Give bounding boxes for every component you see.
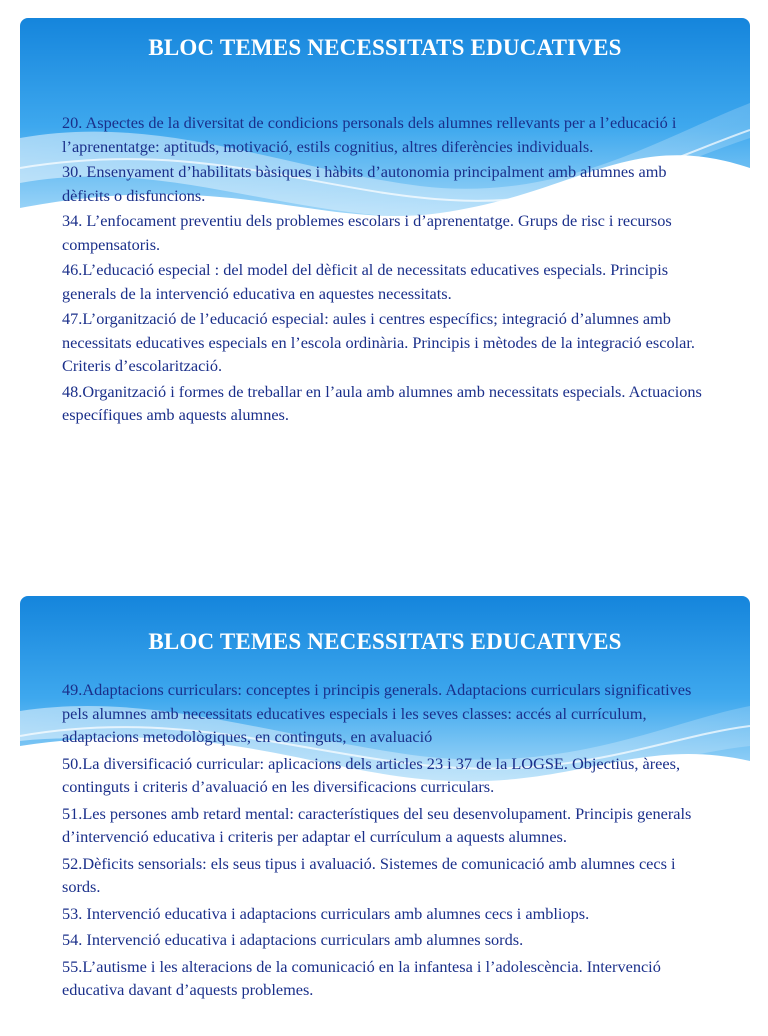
slide-title: BLOC TEMES NECESSITATS EDUCATIVES [148, 629, 622, 654]
topic-item: 50.La diversificació curricular: aplicacions dels articles 23 i 37 de la LOGSE. Objectius, àrees, continguts i criteris d’avaluació en les diversificacions curriculars. [62, 753, 681, 796]
topic-list [62, 678, 714, 1005]
topic-item: 34. L’enfocament preventiu dels problemes escolars i d’aprenentatge. Grups de risc i recursos compensatoris. [62, 211, 672, 254]
topic-item: 30. Ensenyament d’habilitats bàsiques i hàbits d’autonomia principalment amb alumnes amb dèficits o disfuncions. [62, 162, 667, 205]
topic-item: 51.Les persones amb retard mental: característiques del seu desenvolupament. Principis generals d’intervenció educativa i criteris per adaptar el currículum a aquests alumnes. [62, 803, 692, 846]
topic-list [62, 111, 714, 429]
slide-2 [20, 596, 750, 1036]
topic-item: 55.L’autisme i les alteracions de la comunicació en la infantesa i l’adolescència. Intervenció educativa davant d’aquests problemes. [62, 956, 661, 999]
topic-item: 54. Intervenció educativa i adaptacions curriculars amb alumnes sords. [62, 930, 524, 949]
topic-item: 47.L’organització de l’educació especial: aules i centres específics; integració d’alumnes amb necessitats educatives especials en l’escola ordinària. Principis i mètodes de la integració escolar. Criteris d’escolarització. [62, 309, 695, 375]
topic-item: 49.Adaptacions curriculars: conceptes i principis generals. Adaptacions curriculars significatives pels alumnes amb necessitats educatives especials i les seves classes: accés al currículum, adaptacions metodològiques, en continguts, en avaluació [62, 680, 692, 746]
topic-item: 46.L’educació especial : del model del dèficit al de necessitats educatives especials. Principis generals de la intervenció educativa en aquestes necessitats. [62, 260, 669, 303]
topic-item: 53. Intervenció educativa i adaptacions curriculars amb alumnes cecs i ambliops. [62, 903, 590, 923]
topic-item: 20. Aspectes de la diversitat de condicions personals dels alumnes rellevants per a l’educació i l’aprenentatge: aptituds, motivació, estils cognitius, altres diferències individuals. [62, 113, 677, 156]
topic-item: 52.Dèficits sensorials: els seus tipus i avaluació. Sistemes de comunicació amb alumnes cecs i sords. [62, 853, 676, 896]
slide-title: BLOC TEMES NECESSITATS EDUCATIVES [148, 35, 622, 60]
slide-1 [20, 18, 750, 468]
topic-item: 48.Organització i formes de treballar en l’aula amb alumnes amb necessitats especials. Actuacions específiques amb aquests alumnes. [62, 381, 702, 424]
